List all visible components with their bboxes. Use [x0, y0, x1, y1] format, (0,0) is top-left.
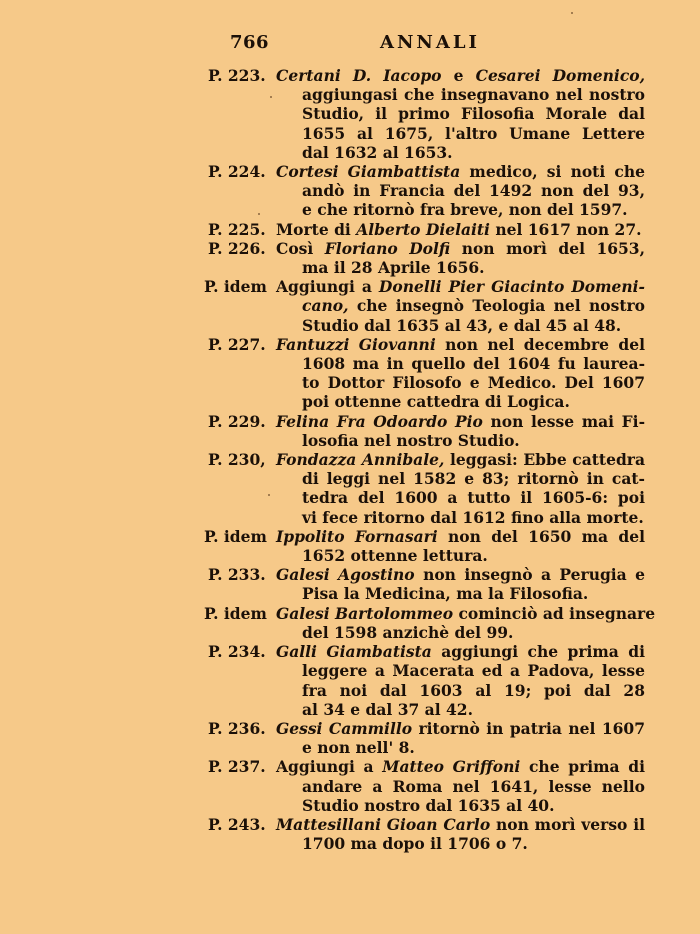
text-line: [276, 258, 645, 277]
entry-text: [276, 757, 645, 815]
text-segment: non del 1650 ma del: [437, 526, 646, 546]
print-speck: [270, 96, 272, 98]
text-segment: Morte di: [276, 219, 357, 239]
page-reference: P. 229.: [208, 411, 266, 431]
errata-entry: [200, 412, 645, 450]
text-line: [276, 85, 645, 104]
text-line: [276, 661, 645, 680]
italic-name: Matteo Griffoni: [382, 757, 521, 777]
text-line: [276, 834, 645, 853]
text-segment: non insegnò a Perugia e: [414, 565, 646, 585]
text-segment: Pisa la Medicina, ma la Filosofia.: [302, 584, 589, 604]
text-segment: ritornò in patria nel 1607: [412, 718, 645, 738]
italic-name: Floriano Dolfi: [324, 238, 451, 258]
entry-text: [276, 642, 645, 719]
page-reference: P. idem: [204, 277, 267, 297]
italic-name: Mattesillani Gioan Carlo: [276, 814, 491, 834]
text-segment: non lesse mai Fi-: [482, 411, 646, 431]
italic-name: Ippolito Fornasari: [276, 526, 438, 546]
text-line: [276, 527, 645, 546]
italic-name: Galesi Agostino: [276, 565, 415, 585]
page-header: [0, 30, 700, 58]
entry-text: [276, 239, 645, 277]
text-line: [276, 796, 645, 815]
text-line: [276, 412, 645, 431]
entry-text: [276, 66, 645, 162]
text-segment: 1655 al 1675, l'altro Umane Lettere: [302, 123, 645, 143]
text-line: [276, 642, 645, 661]
text-line: [276, 623, 645, 642]
text-segment: poi ottenne cattedra di Logica.: [302, 392, 570, 412]
text-segment: 1652 ottenne lettura.: [302, 546, 488, 566]
page-reference: P. 226.: [208, 238, 266, 258]
text-segment: e non nell' 8.: [302, 738, 415, 758]
errata-entry: [200, 162, 645, 220]
entry-text: [276, 603, 656, 642]
text-segment: tedra del 1600 a tutto il 1605-6: poi: [302, 488, 645, 508]
text-segment: dal 1632 al 1653.: [302, 142, 453, 162]
text-line: [276, 335, 645, 354]
text-segment: 1608 ma in quello del 1604 fu laurea-: [302, 354, 645, 374]
text-segment: Così: [276, 238, 325, 258]
text-line: [276, 681, 645, 700]
text-segment: leggasi: Ebbe cattedra: [444, 450, 646, 470]
text-line: [276, 373, 645, 392]
text-segment: vi fece ritorno dal 1612 fino alla morte.: [302, 507, 644, 527]
errata-entry: [200, 335, 645, 412]
text-line: [276, 508, 645, 527]
text-line: [276, 277, 645, 296]
page-number: 766: [230, 32, 270, 53]
errata-entry: [200, 642, 645, 719]
italic-name: Galli Giambatista: [276, 642, 432, 662]
text-segment: fra noi dal 1603 al 19; poi dal 28: [302, 680, 645, 700]
text-line: [276, 546, 645, 565]
text-segment: Studio nostro dal 1635 al 40.: [302, 795, 555, 815]
text-line: [276, 296, 645, 315]
page-reference: P. 234.: [208, 642, 266, 662]
text-line: [276, 162, 645, 181]
text-segment: to Dottor Filosofo e Medico. Del 1607: [302, 373, 645, 393]
italic-name: Galesi Bartolommeo: [276, 603, 454, 623]
errata-list: [200, 66, 656, 854]
text-segment: cominciò ad insegnare: [453, 603, 656, 623]
text-line: [276, 104, 645, 123]
italic-name: Alberto Dielaiti: [356, 219, 490, 239]
text-line: [276, 565, 645, 584]
page-reference: P. 225.: [208, 219, 266, 239]
text-segment: Aggiungi a: [276, 757, 383, 777]
text-line: [276, 603, 656, 623]
text-segment: nel 1617 non 27.: [489, 219, 642, 239]
errata-entry: [200, 757, 645, 815]
text-line: [276, 220, 645, 239]
page-reference: P. 243.: [208, 814, 266, 834]
entry-text: [276, 220, 645, 239]
entry-text: [276, 815, 645, 853]
print-speck: [268, 494, 270, 496]
text-line: [276, 700, 645, 719]
text-line: [276, 66, 645, 85]
text-line: [276, 316, 645, 335]
text-segment: del 1598 anzichè del 99.: [302, 622, 514, 642]
text-segment: ma il 28 Aprile 1656.: [302, 258, 485, 278]
text-segment: aggiungasi che insegnavano nel nostro: [302, 85, 645, 105]
errata-entry: [200, 220, 645, 239]
text-segment: e che ritornò fra breve, non del 1597.: [302, 200, 628, 220]
text-line: [276, 738, 645, 757]
page-reference: P. 233.: [208, 565, 266, 585]
page-reference: P. 236.: [208, 718, 266, 738]
text-segment: Aggiungi a: [276, 277, 379, 297]
text-line: [276, 200, 645, 219]
text-segment: Studio, il primo Filosofia Morale dal: [302, 104, 645, 124]
text-segment: al 34 e dal 37 al 42.: [302, 699, 473, 719]
errata-entry: [200, 450, 645, 527]
italic-name: cano,: [302, 296, 349, 316]
text-line: [276, 777, 645, 796]
text-line: [276, 392, 645, 411]
errata-entry: [200, 603, 656, 642]
errata-entry: [200, 565, 645, 603]
italic-name: Felina Fra Odoardo Pio: [276, 411, 483, 431]
text-line: [276, 431, 645, 450]
page-reference: P. idem: [204, 603, 267, 623]
text-segment: medico, si noti che: [460, 162, 645, 182]
italic-name: Gessi Cammillo: [276, 718, 413, 738]
text-segment: non morì del 1653,: [450, 238, 645, 258]
italic-name: Cortesi Giambattista: [276, 162, 461, 182]
text-segment: e: [441, 66, 476, 85]
text-line: [276, 181, 645, 200]
text-segment: non nel decembre del: [435, 334, 645, 354]
entry-text: [276, 277, 645, 335]
print-speck: [258, 213, 260, 215]
italic-name: Fantuzzi Giovanni: [276, 334, 436, 354]
text-segment: non morì verso il: [490, 814, 645, 834]
text-line: [276, 757, 645, 776]
page-reference: P. 230,: [208, 450, 266, 470]
page-reference: P. idem: [204, 526, 267, 546]
text-line: [276, 719, 645, 738]
text-segment: che prima di: [520, 757, 645, 777]
entry-text: [276, 335, 645, 412]
entry-text: [276, 527, 645, 565]
errata-entry: [200, 719, 645, 757]
text-line: [276, 124, 645, 143]
errata-entry: [200, 239, 645, 277]
text-line: [276, 239, 645, 258]
text-line: [276, 469, 645, 488]
page-reference: P. 224.: [208, 162, 266, 182]
text-segment: andò in Francia del 1492 non del 93,: [302, 181, 645, 201]
italic-name: Donelli Pier Giacinto Domeni-: [378, 277, 645, 297]
text-segment: losofia nel nostro Studio.: [302, 430, 520, 450]
text-segment: 1700 ma dopo il 1706 o 7.: [302, 834, 528, 854]
entry-text: [276, 719, 645, 757]
entry-text: [276, 450, 645, 527]
text-line: [276, 354, 645, 373]
italic-name: Certani D. Iacopo: [276, 66, 442, 85]
text-line: [276, 815, 645, 834]
errata-entry: [200, 815, 645, 853]
text-line: [276, 584, 645, 603]
text-segment: leggere a Macerata ed a Padova, lesse: [302, 661, 645, 681]
italic-name: Fondazza Annibale,: [276, 450, 445, 470]
errata-entry: [200, 527, 645, 565]
text-line: [276, 488, 645, 507]
errata-entry: [200, 66, 645, 162]
page-reference: P. 227.: [208, 334, 266, 354]
text-segment: andare a Roma nel 1641, lesse nello: [302, 776, 645, 796]
italic-name: Cesarei Domenico,: [475, 66, 645, 85]
page-reference: P. 237.: [208, 757, 266, 777]
entry-text: [276, 565, 645, 603]
entry-text: [276, 162, 645, 220]
text-segment: aggiungi che prima di: [431, 642, 645, 662]
text-segment: Studio dal 1635 al 43, e dal 45 al 48.: [302, 315, 622, 335]
print-speck: [571, 12, 573, 14]
page-reference: P. 223.: [208, 66, 266, 85]
running-head: ANNALI: [380, 32, 480, 53]
errata-entry: [200, 277, 645, 335]
text-segment: che insegnò Teologia nel nostro: [348, 296, 645, 316]
text-segment: di leggi nel 1582 e 83; ritornò in cat-: [302, 469, 645, 489]
text-line: [276, 143, 645, 162]
text-line: [276, 450, 645, 469]
entry-text: [276, 412, 645, 450]
